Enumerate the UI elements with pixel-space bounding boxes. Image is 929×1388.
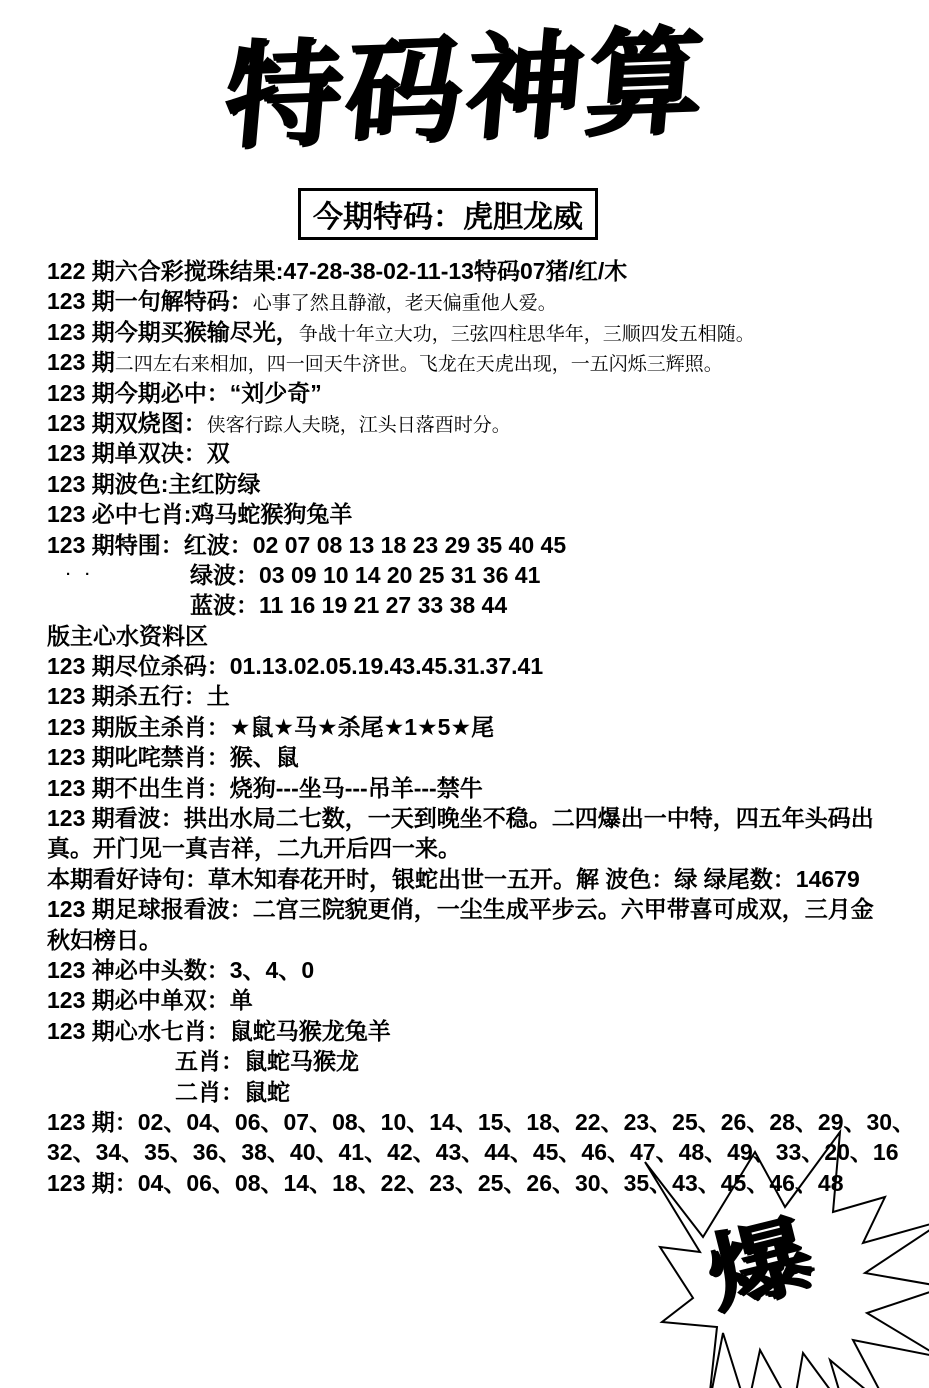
gutter-dots: · · bbox=[66, 566, 96, 583]
text-line: 123 神必中头数：3、4、0 bbox=[47, 956, 315, 983]
special-code-text: 今期特码：虎胆龙威 bbox=[313, 201, 583, 234]
text-line: 秋妇榜日。 bbox=[47, 926, 162, 953]
text-line: 123 期足球报看波：二宫三院貌更俏，一尘生成平步云。六甲带喜可成双，三月金 bbox=[47, 896, 874, 923]
text-line: 123 期双烧图：侠客行踪人夫晓，江头日落酉时分。 bbox=[47, 409, 511, 436]
text-line: 123 期不出生肖：烧狗---坐马---吊羊---禁牛 bbox=[47, 774, 483, 801]
text-line: 五肖：鼠蛇马猴龙 bbox=[175, 1048, 359, 1075]
text-line: 123 期看波：拱出水局二七数，一天到晚坐不稳。二四爆出一中特，四五年头码出 bbox=[47, 805, 874, 832]
text-line: 123 期：02、04、06、07、08、10、14、15、18、22、23、25、26、28、29、30、 bbox=[47, 1108, 916, 1135]
text-line: 123 期版主杀肖：★鼠★马★杀尾★1★5★尾 bbox=[47, 713, 495, 740]
text-line: 123 期今期买猴输尽光，争战十年立大功，三弦四柱思华年，三顺四发五相随。 bbox=[47, 318, 755, 345]
text-line: 123 期波色:主红防绿 bbox=[47, 470, 261, 497]
text-line: 蓝波：11 16 19 21 27 33 38 44 bbox=[190, 592, 508, 619]
text-line: 版主心水资料区 bbox=[47, 622, 208, 649]
burst-label: 爆 bbox=[696, 1205, 822, 1325]
text-line: 123 必中七肖:鸡马蛇猴狗兔羊 bbox=[47, 501, 353, 528]
special-code-box bbox=[298, 188, 598, 240]
text-line: 123 期心水七肖：鼠蛇马猴龙兔羊 bbox=[47, 1017, 391, 1044]
text-line: 真。开门见一真吉祥，二九开后四一来。 bbox=[47, 835, 461, 862]
text-line: 123 期必中单双：单 bbox=[47, 987, 253, 1014]
text-line: 123 期一句解特码：心事了然且静澈，老天偏重他人爱。 bbox=[47, 288, 557, 315]
text-line: 123 期杀五行：土 bbox=[47, 683, 230, 710]
text-line: 123 期叱咤禁肖：猴、鼠 bbox=[47, 744, 299, 771]
text-line: 123 期特围：红波：02 07 08 13 18 23 29 35 40 45 bbox=[47, 531, 567, 558]
text-line: 绿波：03 09 10 14 20 25 31 36 41 bbox=[190, 561, 541, 588]
page-title: 特码神算 bbox=[218, 18, 712, 164]
prediction-list bbox=[47, 256, 922, 1198]
text-line: 123 期尽位杀码：01.13.02.05.19.43.45.31.37.41 bbox=[47, 653, 544, 680]
text-line: 123 期单双决：双 bbox=[47, 440, 230, 467]
text-line: 本期看好诗句：草木知春花开时，银蛇出世一五开。解 波色：绿 绿尾数：14679 bbox=[47, 865, 860, 892]
text-line: 32、34、35、36、38、40、41、42、43、44、45、46、47、48、49、33、20、16 bbox=[47, 1139, 899, 1166]
text-line: 123 期二四左右来相加，四一回天牛济世。飞龙在天虎出现，一五闪烁三辉照。 bbox=[47, 349, 723, 376]
text-line: 123 期：04、06、08、14、18、22、23、25、26、30、35、43、45、46、48 bbox=[47, 1169, 844, 1196]
text-line: 123 期今期必中：“刘少奇” bbox=[47, 379, 322, 406]
text-line: 122 期六合彩搅珠结果:47-28-38-02-11-13特码07猪/红/木 bbox=[47, 258, 628, 284]
text-line: 二肖：鼠蛇 bbox=[175, 1078, 290, 1105]
